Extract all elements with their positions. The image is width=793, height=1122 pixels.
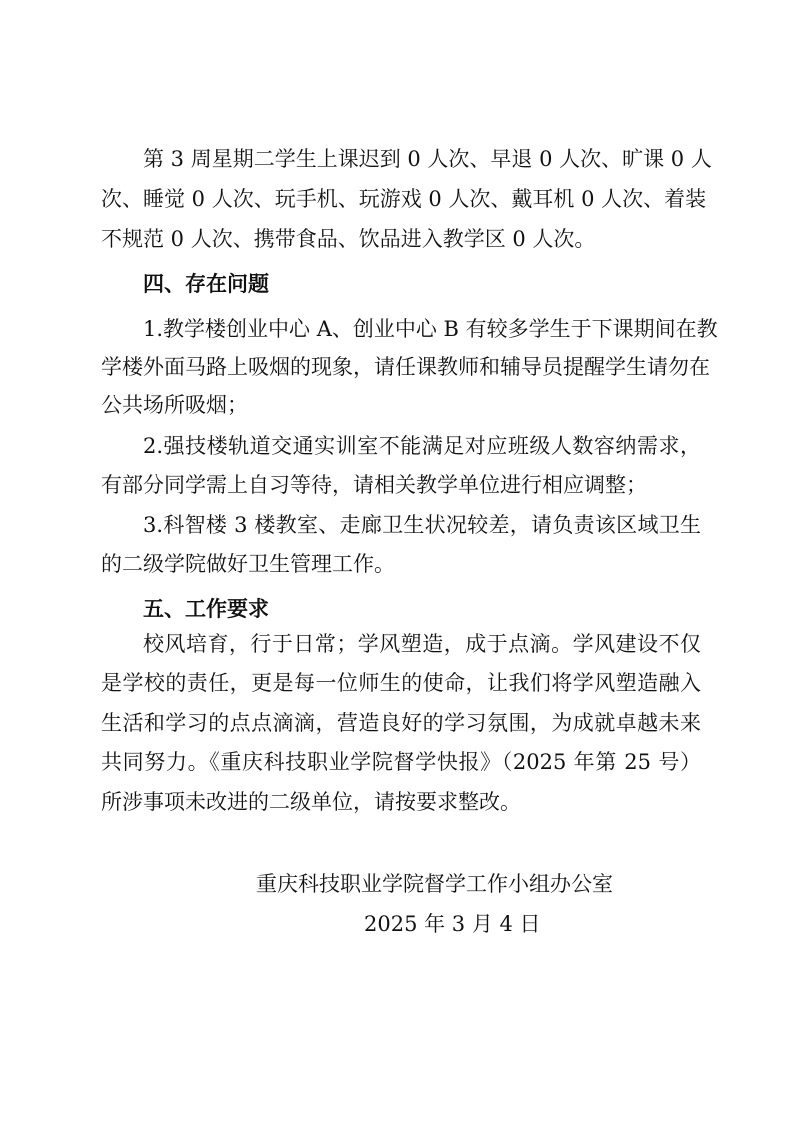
issue-1-line-3: 公共场所吸烟； — [101, 393, 248, 417]
week-summary-line-3: 不规范 0 人次、携带食品、饮品进入教学区 0 人次。 — [101, 227, 596, 251]
week-summary-line-2: 次、睡觉 0 人次、玩手机、玩游戏 0 人次、戴耳机 0 人次、着装 — [101, 187, 707, 211]
issue-1-line-1: 1.教学楼创业中心 A、创业中心 B 有较多学生于下课期间在教 — [143, 317, 718, 341]
issue-2-line-2: 有部分同学需上自习等待，请相关教学单位进行相应调整； — [101, 473, 647, 497]
requirements-line-3: 生活和学习的点点滴滴，营造良好的学习氛围，为成就卓越未来 — [101, 711, 701, 735]
signature-date: 2025 年 3 月 4 日 — [364, 912, 541, 936]
issue-3-line-2: 的二级学院做好卫生管理工作。 — [101, 552, 395, 576]
section-heading-issues: 四、存在问题 — [143, 271, 269, 296]
signature-office: 重庆科技职业学院督学工作小组办公室 — [256, 872, 613, 896]
requirements-line-4: 共同努力。《重庆科技职业学院督学快报》（2025 年第 25 号） — [101, 750, 701, 774]
section-heading-requirements: 五、工作要求 — [143, 596, 269, 621]
issue-2-line-1: 2.强技楼轨道交通实训室不能满足对应班级人数容纳需求， — [143, 434, 701, 458]
requirements-line-1: 校风培育，行于日常；学风塑造，成于点滴。学风建设不仅 — [143, 632, 701, 656]
requirements-line-5: 所涉事项未改进的二级单位，请按要求整改。 — [101, 790, 521, 814]
issue-1-line-2: 学楼外面马路上吸烟的现象，请任课教师和辅导员提醒学生请勿在 — [101, 355, 710, 379]
requirements-line-2: 是学校的责任，更是每一位师生的使命，让我们将学风塑造融入 — [101, 671, 701, 695]
week-summary-line-1: 第 3 周星期二学生上课迟到 0 人次、早退 0 人次、旷课 0 人 — [143, 147, 712, 171]
issue-3-line-1: 3.科智楼 3 楼教室、走廊卫生状况较差，请负责该区域卫生 — [143, 513, 701, 537]
